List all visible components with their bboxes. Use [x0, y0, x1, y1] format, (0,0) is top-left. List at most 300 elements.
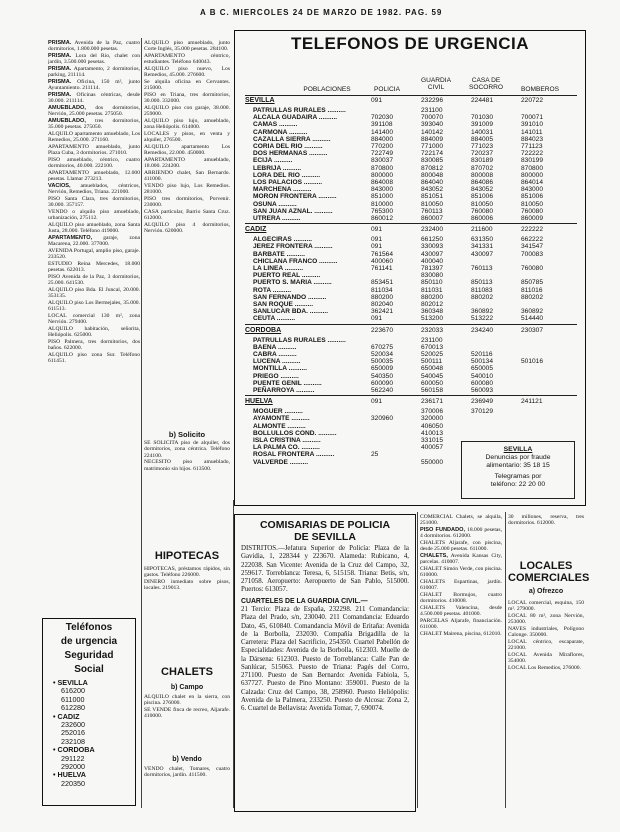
phone-number: 864040	[421, 179, 444, 186]
classified-ad: LOCAL Los Remedios, 276000.	[508, 664, 581, 671]
phone-number: 722174	[421, 150, 444, 158]
classified-ad: PRISMA. Avenida de la Paz, cuatro dormitorios, 1.800.000 pesetas.	[48, 40, 140, 53]
poblacion-name: PUENTE GENIL ..........	[253, 379, 322, 387]
phone-number: 370129	[471, 408, 494, 416]
classified-ad: PRISMA. Apartamento, 2 dormitorios, parking, 211114.	[48, 65, 140, 79]
urgencia-row	[235, 398, 585, 405]
phone-number: 811031	[421, 286, 443, 294]
phone-number: 650005	[471, 365, 494, 373]
phone-number: 811083	[471, 286, 493, 294]
phone-number: 650048	[421, 365, 444, 373]
phone-number: 391010	[521, 121, 544, 129]
phone-number: 091	[371, 236, 383, 244]
phone-number: 810000	[371, 200, 394, 208]
seguridad-social-place: • HUELVA	[53, 770, 86, 780]
column-rule-1	[141, 38, 142, 808]
phone-number: 091	[371, 97, 383, 104]
phone-number: 670275	[371, 343, 394, 351]
phone-number: 850785	[521, 279, 544, 287]
phone-number: 701030	[471, 114, 494, 122]
phone-number: 851006	[521, 193, 544, 201]
phone-number: 864014	[521, 179, 544, 186]
phone-number: 843052	[471, 186, 494, 194]
classified-ad: ALQUILO piso zona Sur. Teléfono 611451.	[48, 351, 140, 364]
poblacion-name: MARCHENA ..........	[253, 186, 312, 194]
phone-number: 760080	[521, 265, 544, 272]
phone-number: 500111	[421, 358, 443, 366]
phone-number: 360892	[521, 308, 544, 316]
phone-number: 850113	[471, 279, 493, 287]
poblacion-name: DOS HERMANAS ..........	[253, 150, 328, 158]
phone-number: 800000	[371, 171, 394, 179]
classified-ad: ALQUILO piso nuevo, Los Remedios, 45.000. 276600.	[144, 65, 230, 79]
classified-ad: CHALETS Espartinas, jardín. 610007.	[420, 578, 502, 592]
poblacion-name: SEVILLA	[245, 97, 275, 104]
phone-number: 540010	[471, 372, 494, 380]
classified-ad: ALQUILO habitación, señorita, Heliópolis. 625000.	[48, 325, 140, 338]
chalets-campo-subheading: b) Campo	[170, 684, 204, 691]
phone-number: 236949	[471, 398, 494, 406]
classified-ad: PISO Santa Clara, tres dormitorios, 30.000. 357157.	[48, 195, 140, 209]
classified-ad: APARTAMENTO, garaje, zona Macarena, 22.000. 377000.	[48, 234, 140, 248]
phone-number: 700070	[421, 114, 444, 122]
column-rule-3	[417, 512, 418, 808]
classified-ad: CHALET Mairena, piscina, 612010.	[420, 630, 502, 637]
seguridad-social-number: 291122	[61, 753, 85, 763]
classified-ad: 30 millones, reserva, tres dormitorios. 612000.	[508, 514, 584, 527]
cuarteles-heading: CUARTELES DE LA GUARDIA CIVIL.—	[241, 597, 368, 605]
phone-number: 830037	[371, 157, 394, 165]
phone-number: 670013	[421, 343, 444, 351]
phone-number: 393040	[421, 121, 444, 129]
poblacion-name: MORON FRONTERA ..........	[253, 193, 337, 201]
phone-number: 540045	[421, 372, 444, 380]
classified-ad: ALQUILO piso con garaje, 38.000. 259000.	[144, 104, 230, 118]
phone-number: 500035	[371, 358, 394, 366]
poblacion-name: CORIA DEL RIO ..........	[253, 143, 323, 150]
seguridad-social-number: 232108	[61, 736, 85, 746]
col-header-poblaciones: POBLACIONES	[303, 86, 351, 93]
header-rule	[245, 95, 577, 96]
urgencia-row	[235, 215, 585, 222]
phone-number: 800008	[471, 171, 494, 179]
phone-number: 360892	[471, 308, 494, 316]
seguridad-social-number: 220350	[61, 778, 85, 788]
phone-number: 851051	[421, 193, 444, 201]
poblacion-name: CAMAS ..........	[253, 121, 298, 129]
poblacion-name: BOLLULLOS COND. ..........	[253, 429, 337, 437]
phone-number: 520116	[471, 351, 493, 358]
phone-number: 860006	[471, 215, 494, 222]
phone-number: 362421	[371, 308, 394, 316]
poblacion-name: UTRERA ..........	[253, 215, 301, 222]
seguridad-social-place: • CADIZ	[53, 711, 80, 721]
classified-ad: PRISMA. Oficina, 150 m², junto Ayuntamiento. 211114.	[48, 78, 140, 92]
phone-number: 222222	[521, 226, 544, 234]
sevilla-box-line: Telegramas por	[494, 473, 542, 480]
classified-ad: CHALETS Valencina, desde 4.500.000 pesetas. 401000.	[420, 604, 502, 618]
comisarias-subtitle: DE SEVILLA	[294, 531, 356, 543]
seguridad-social-entries	[43, 679, 135, 788]
phone-number: 341547	[521, 243, 544, 251]
phone-number: 631350	[471, 236, 494, 244]
phone-number: 560158	[421, 387, 444, 394]
classified-ad: ALQUILO apartamento Los Remedios, 22.000. 450000.	[144, 143, 230, 157]
classified-ad: VENDO piso lujo, Los Remedios. 281000.	[144, 182, 230, 196]
comisarias-box	[234, 514, 416, 812]
phone-number: 851000	[371, 193, 394, 201]
col-header-casa-socorro: CASA DE SOCORRO	[468, 77, 504, 91]
phone-number: 562240	[371, 387, 394, 394]
phone-number: 761141	[371, 265, 393, 272]
section-rule	[245, 395, 577, 396]
phone-number: 091	[371, 243, 383, 251]
phone-number: 25	[371, 451, 379, 459]
phone-number: 850110	[421, 279, 443, 287]
poblacion-name: ALGECIRAS ..........	[253, 236, 312, 244]
phone-number: 391009	[471, 121, 494, 129]
phone-number: 880200	[421, 293, 444, 301]
phone-number: 560093	[471, 387, 494, 394]
seguridad-social-number: 612280	[61, 703, 85, 713]
poblacion-name: CADIZ	[245, 226, 267, 234]
seguridad-social-number: 616200	[61, 686, 85, 696]
phone-number: 700083	[521, 250, 544, 258]
col-header-policia: POLICIA	[373, 86, 401, 93]
phone-number: 843052	[421, 186, 444, 194]
seguridad-social-title-line: Social	[74, 664, 104, 675]
poblacion-name: VALVERDE ..........	[253, 458, 309, 466]
seguridad-social-title	[43, 622, 135, 675]
classified-ad: AMUEBLADO, dos dormitorios, Nervión, 25.000 pesetas. 275050.	[48, 104, 140, 118]
poblacion-name: BARBATE ..........	[253, 250, 305, 258]
phone-number: 091	[371, 398, 383, 406]
sevilla-fraude-box	[461, 441, 575, 499]
phone-number: 802012	[421, 301, 444, 308]
seguridad-social-number: 252016	[61, 728, 85, 738]
seguridad-social-place: • SEVILLA	[53, 678, 88, 687]
phone-number: 232400	[421, 226, 444, 234]
classified-ad: AVENIDA Portugal, amplio piso, garaje. 233520.	[48, 247, 140, 261]
classified-ad: CHALET Bormujos, cuatro dormitorios. 410008.	[420, 591, 502, 605]
classified-ad: VACIOS, amueblados, céntricos, Nervión, Remedios, Triana. 221000.	[48, 182, 140, 196]
phone-number: 884005	[471, 135, 494, 143]
phone-number: 140031	[471, 128, 494, 136]
cuarteles-text: 21 Tercio: Plaza de España, 232298. 211 Comandancia: Plaza del Prado, s/n, 230040. 211 Comandancia: Eduardo Dato, 45, 610840. Comandancia Móvil de Eritaña: Avenida de la Borbolla, 232030. Compañía Brigadilla de la Carretera: Plaza del Sacrificio, 254350. Cuartel Pabellón de Especialidades: Avenida de la Borbolla, 612303. Muelle de la Dársena: 612303. Puesto de Torreblanca: Calle Pan de Sanlúcar, 515063. Puesto de Triana: Pagés del Corro, 271100. Puesto de San Bernardo: Avenida Fabiola, 5, 637727. Puesto de Pino Montano: 359001. Puesto de la Calzada: Cruz del Campo, 38, 258960. Puesto Heliópolis: Avenida de la Palmera, 233250. Puesto de Alcosa: Zona 2, 6. Cuartel de Bellavista: Avenida Tomar, 7, 690074.	[241, 606, 409, 713]
poblacion-name: PEÑARROYA ..........	[253, 387, 315, 394]
phone-number: 830080	[421, 272, 444, 280]
solicito-section	[144, 430, 230, 530]
phone-number: 341331	[471, 243, 494, 251]
seguridad-social-title-line: Teléfonos	[65, 622, 113, 633]
phone-number: 391108	[371, 121, 393, 129]
phone-number: 810050	[521, 200, 544, 208]
phone-number: 400057	[421, 444, 444, 452]
classified-ad: LOCAL comercial 130 m², zona Nervión. 279400.	[48, 312, 140, 325]
phone-number: 884009	[421, 135, 444, 143]
phone-number: 870800	[371, 164, 394, 172]
phone-number: 091	[371, 226, 383, 234]
phone-number: 761564	[371, 250, 394, 258]
chalets-vendo-text: VENDO chalet, Tomares, cuatro dormitorios, jardín. 411500.	[144, 766, 230, 779]
phone-number: 864008	[371, 179, 394, 186]
phone-number: 860012	[371, 215, 394, 222]
phone-number: 802040	[371, 301, 394, 308]
phone-number: 231100	[421, 336, 443, 344]
chalets-campo-text: ALQUILO chalet en la sierra, con piscina. 276000. SE VENDE finca de recreo, Aljarafe. 410000.	[144, 694, 230, 720]
classified-ad: NAVES industriales, Polígono Calonge. 350000.	[508, 625, 584, 639]
phone-number: 220722	[521, 97, 544, 104]
phone-number: 864086	[471, 179, 494, 186]
comisarias-title: COMISARIAS DE POLICIA	[259, 519, 391, 531]
phone-number: 370006	[421, 408, 444, 416]
phone-number: 231100	[421, 107, 443, 114]
phone-number: 800000	[521, 171, 544, 179]
phone-number: 430097	[421, 250, 444, 258]
classified-ad: ALQUILO piso Bda. El Juncal, 20.000. 353135.	[48, 286, 140, 299]
poblacion-name: MOGUER ..........	[253, 408, 303, 416]
phone-number: 141011	[521, 128, 543, 136]
telefonos-urgencia-title: TELEFONOS DE URGENCIA	[290, 34, 530, 53]
phone-number: 702030	[371, 114, 394, 122]
phone-number: 600050	[421, 379, 444, 387]
classified-ad: AMUEBLADO, tres dormitorios, 35.000 pesetas. 275050.	[48, 117, 140, 131]
classifieds-column-2	[144, 40, 230, 425]
poblacion-name: SAN ROQUE ..........	[253, 301, 314, 308]
phone-number: 400060	[371, 257, 394, 265]
poblacion-name: SAN FERNANDO ..........	[253, 293, 327, 301]
phone-number: 830189	[471, 157, 494, 165]
phone-number: 860007	[421, 215, 444, 222]
hipotecas-text: HIPOTECAS, préstamos rápidos, sin gastos. Teléfono 226000. DINERO inmediato sobre pisos, locales. 219013.	[144, 566, 230, 592]
phone-number: 860009	[521, 215, 544, 222]
poblacion-name: OSUNA ..........	[253, 200, 297, 208]
phone-number: 430097	[471, 250, 494, 258]
phone-number: 211600	[471, 226, 493, 234]
phone-number: 331015	[421, 437, 444, 444]
phone-number: 140142	[421, 128, 444, 136]
sevilla-box-line: Denuncias por fraude	[485, 454, 551, 461]
poblacion-name: LOS PALACIOS ..........	[253, 179, 323, 186]
phone-number: 880202	[471, 293, 494, 301]
section-rule	[245, 324, 577, 325]
comisarias-text	[241, 545, 409, 807]
phone-number: 520034	[371, 351, 394, 358]
poblacion-name: ALMONTE ..........	[253, 422, 306, 430]
phone-number: 513200	[421, 315, 444, 323]
classified-ad: LOCAL Avenida Miraflores, 354000.	[508, 651, 584, 665]
phone-number: 771123	[521, 143, 543, 150]
phone-number: 760080	[521, 207, 544, 215]
poblacion-name: CARMONA ..........	[253, 128, 308, 136]
phone-number: 884000	[371, 135, 394, 143]
classified-ad: APARTAMENTO amueblado, 18.000. 224200.	[144, 156, 230, 170]
phone-number: 320960	[371, 415, 394, 423]
poblacion-name: CEUTA ..........	[253, 315, 296, 323]
classified-ad: CHALET Simón Verde, con piscina. 610000.	[420, 565, 502, 579]
phone-number: 811034	[371, 286, 393, 294]
poblacion-name: PUERTO REAL ..........	[253, 272, 321, 280]
urgencia-row	[235, 226, 585, 233]
sevilla-box-line: teléfono: 22 20 00	[490, 481, 546, 488]
poblacion-name: PUERTO S. MARIA ..........	[253, 279, 332, 287]
poblacion-name: CABRA ..........	[253, 351, 297, 358]
classified-ad: ALQUILO apartamento amueblado, Los Remedios, 25.000. 271160.	[48, 130, 140, 144]
phone-number: 811016	[521, 286, 543, 294]
classified-ad: PISO Palmera, tres dormitorios, dos baños. 622000.	[48, 338, 140, 351]
classified-ad: VENDO o alquilo piso amueblado, urbanización, 275112.	[48, 208, 140, 222]
poblacion-name: HUELVA	[245, 398, 273, 406]
phone-number: 514440	[521, 315, 544, 323]
column-rule-4	[505, 512, 506, 808]
phone-number: 400040	[421, 257, 444, 265]
phone-number: 870702	[471, 164, 494, 172]
phone-number: 760113	[471, 265, 493, 272]
poblacion-name: ROSAL FRONTERA ..........	[253, 451, 335, 459]
locales-comerciales-heading: LOCALES COMERCIALES	[508, 560, 590, 584]
urgencia-rows	[235, 97, 585, 497]
page-header: A B C. MIERCOLES 24 DE MARZO DE 1982. PAG. 59	[200, 8, 443, 17]
phone-number: 771023	[471, 143, 494, 150]
poblacion-name: LUCENA ..........	[253, 358, 301, 366]
phone-number: 600080	[471, 379, 494, 387]
phone-number: 501016	[521, 358, 544, 366]
poblacion-name: SANLUCAR BDA. ..........	[253, 308, 329, 316]
urgencia-row	[235, 327, 585, 334]
seguridad-social-title-line: Seguridad	[64, 650, 114, 661]
phone-number: 722222	[521, 150, 544, 158]
classified-ad: PISO FUNDADO, 18.000 pesetas, 4 dormitorios. 612000.	[420, 526, 502, 540]
phone-number: 236171	[421, 398, 444, 406]
telefonos-urgencia-box	[234, 30, 586, 506]
phone-number: 870800	[521, 164, 544, 172]
phone-number: 520025	[421, 351, 444, 358]
phone-number: 330093	[421, 243, 444, 251]
poblacion-name: LA PALMA CO. ..........	[253, 444, 320, 452]
phone-number: 853451	[371, 279, 394, 287]
phone-number: 765300	[371, 207, 394, 215]
poblacion-name: PATRULLAS RURALES ..........	[253, 107, 346, 114]
classified-ad: CHALETS, Avenida Kansas City, parcelas. 410007.	[420, 552, 502, 566]
classified-ad: LOCALES y pisos, en venta y alquiler, 276500.	[144, 130, 230, 144]
phone-number: 500134	[471, 358, 494, 366]
classified-ad: PRISMA. Lora del Río, chalet con jardín, 3.500.000 pesetas.	[48, 52, 140, 66]
poblacion-name: SAN JUAN AZNAL. ..........	[253, 207, 333, 215]
classified-ad: ALQUILO piso 4 dormitorios, Nervión. 620000.	[144, 221, 230, 235]
phone-number: 843000	[521, 186, 544, 194]
poblacion-name: PATRULLAS RURALES ..........	[253, 336, 346, 344]
phone-number: 810050	[471, 200, 494, 208]
phone-number: 360348	[421, 308, 444, 316]
poblacion-name: CHICLANA FRANCO ..........	[253, 257, 338, 265]
phone-number: 320000	[421, 415, 444, 423]
phone-number: 700071	[521, 114, 544, 122]
phone-number: 650009	[371, 365, 394, 373]
poblacion-name: LORA DEL RIO ..........	[253, 171, 321, 179]
phone-number: 224481	[471, 97, 494, 104]
poblacion-name: AYAMONTE ..........	[253, 415, 310, 423]
phone-number: 722749	[371, 150, 394, 158]
classified-ad: ALQUILO piso Los Bermejales, 35.000. 611513.	[48, 299, 140, 312]
classified-ad: PRISMA. Oficinas céntricas, desde 30.000. 211114.	[48, 91, 140, 105]
phone-number: 830085	[421, 157, 444, 165]
classified-ad: ALQUILO piso amueblado, junto Corte Inglés, 35.000 pesetas. 284100.	[144, 40, 230, 53]
section-rule	[245, 223, 577, 224]
classified-ad: APARTAMENTO céntrico, estudiantes. Teléfono 640043.	[144, 52, 230, 66]
phone-number: 141400	[371, 128, 394, 136]
classified-ad: ALQUILO piso lujo, amueblado, zona Heliópolis. 614000.	[144, 117, 230, 131]
classified-ad: PISO Avenida de la Paz, 3 dormitorios, 25.000. 641530.	[48, 273, 140, 287]
phone-number: 880202	[521, 293, 544, 301]
phone-number: 830199	[521, 157, 544, 165]
classified-ad: ARRIENDO chalet, San Bernardo. 411000.	[144, 169, 230, 183]
phone-number: 781397	[421, 265, 444, 272]
classified-ad: ALQUILO piso amueblado, zona Santa Justa, 28.000. Teléfono 419000.	[48, 221, 140, 235]
phone-number: 851006	[471, 193, 494, 201]
classified-ad: COMERCIAL Chalets, se alquila, 251000.	[420, 514, 502, 527]
classifieds-column-4	[508, 600, 584, 808]
phone-number: 843000	[371, 186, 394, 194]
poblacion-name: JEREZ FRONTERA ..........	[253, 243, 333, 251]
seguridad-social-box	[42, 618, 136, 806]
poblacion-name: LEBRIJA ..........	[253, 164, 302, 172]
poblacion-name: CORDOBA	[245, 326, 282, 334]
sevilla-box-line: alimentario: 35 18 15	[486, 462, 550, 469]
poblacion-name: MONTILLA ..........	[253, 365, 307, 373]
classifieds-column-3	[420, 514, 502, 808]
phone-number: 406050	[421, 422, 444, 430]
urgencia-row	[235, 97, 585, 104]
classified-ad: PISO amueblado, céntrico, cuatro dormitorios, 40.000. 222100.	[48, 156, 140, 170]
classified-ad: APARTAMENTO amueblado, junto Plaza Cuba, 3 dormitorios. 271010.	[48, 143, 140, 157]
phone-number: 770200	[371, 143, 394, 150]
phone-number: 661250	[421, 236, 444, 244]
phone-number: 230307	[521, 326, 544, 334]
classified-ad: CASA particular, Barrio Santa Cruz. 612000.	[144, 208, 230, 222]
phone-number: 513222	[471, 315, 494, 323]
chalets-heading: CHALETS	[161, 666, 213, 678]
col-header-guardia-civil: GUARDIA CIVIL	[420, 77, 452, 91]
phone-number: 232296	[421, 97, 444, 104]
poblacion-name: ECIJA ..........	[253, 157, 293, 165]
classified-ad: LOCAL céntrico, escaparate, 221000.	[508, 638, 584, 652]
phone-number: 540350	[371, 372, 394, 380]
phone-number: 810050	[421, 200, 444, 208]
solicito-text-2: NECESITO piso amueblado, matrimonio sin hijos. 613500.	[144, 459, 230, 472]
col-header-bomberos: BOMBEROS	[520, 86, 560, 93]
classified-ad: LOCAL comercial, esquina, 150 m². 279000.	[508, 600, 584, 613]
phone-number: 771000	[421, 143, 444, 150]
classifieds-column-1	[48, 40, 140, 610]
urgencia-row	[235, 315, 585, 322]
phone-number: 760080	[471, 207, 494, 215]
seguridad-social-place: • CORDOBA	[53, 745, 95, 755]
phone-number: 410013	[421, 429, 444, 437]
phone-number: 223670	[371, 326, 394, 334]
poblacion-name: LA LINEA ..........	[253, 265, 304, 272]
solicito-heading: b) Solicito	[168, 430, 206, 439]
classified-ad: PISO en Triana, tres dormitorios, 30.000. 332000.	[144, 91, 230, 105]
seguridad-social-number: 611000	[61, 694, 85, 704]
seguridad-social-number: 292000	[61, 762, 85, 772]
phone-number: 662222	[521, 236, 544, 244]
classified-ad: CHALETS Aljarafe, con piscina, desde 25.000 pesetas. 611000.	[420, 539, 502, 553]
locales-subheading: a) Ofrezco	[528, 588, 564, 595]
seguridad-social-number: 232600	[61, 720, 85, 730]
phone-number: 760113	[421, 207, 443, 215]
poblacion-name: ISLA CRISTINA ..........	[253, 437, 321, 444]
poblacion-name: ALCALA GUADAIRA ..........	[253, 114, 338, 122]
